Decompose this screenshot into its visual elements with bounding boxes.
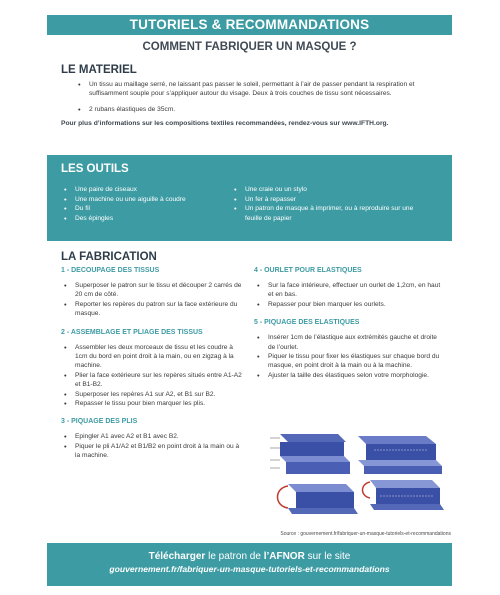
list-item: • Sur la face intérieure, effectuer un ourlet de 1,2cm, en haut et en bas. (254, 281, 446, 300)
elastic-illustration-2 (363, 480, 445, 510)
list-item: • Une craie ou un stylo (231, 185, 431, 195)
list-item: • Du fil (61, 204, 231, 214)
outils-list-right (231, 185, 431, 223)
elastic-illustration-1 (278, 484, 359, 514)
list-item: • Repasser le tissu pour bien marquer les plis. (61, 399, 243, 408)
fold-illustration-1 (270, 434, 350, 474)
step-block (61, 329, 243, 409)
download-link[interactable]: gouvernement.fr/fabriquer-un-masque-tutoriels-et-recommandations (109, 564, 390, 574)
step-title: 5 - PIQUAGE DES ELASTIQUES (254, 319, 360, 327)
list-item: • Insérer 1cm de l’élastique aux extrémités gauche et droite de l’ourlet. (254, 333, 446, 352)
fabrication-left-column (61, 267, 243, 471)
fabrication-heading: LA FABRICATION (61, 251, 157, 263)
fabrication-right-column (254, 267, 446, 390)
list-item: • Epingler A1 avec A2 et B1 avec B2. (61, 432, 243, 441)
step-title: 2 - ASSEMBLAGE ET PLIAGE DES TISSUS (61, 328, 203, 336)
list-item: • Superposer les repères A1 sur A2, et B1 sur B2. (61, 390, 243, 399)
list-item: • Un tissu au maillage serré, ne laissant pas passer le soleil, permettant à l’air de passer pendant la respiration et suffisamment souple pour s’appliquer autour du visage. Deux à trois couches de tissu sont nécessaires. (75, 80, 446, 99)
afnor-label: l’AFNOR (263, 551, 305, 562)
download-footer[interactable] (47, 543, 452, 586)
list-item: • Piquer le pli A1/A2 et B1/B2 en point droit à la main ou à la machine. (61, 442, 243, 461)
list-item: • Piquer le tissu pour fixer les élastiques sur chaque bord du masque, en point droit à la main ou à la machine. (254, 352, 446, 371)
download-line[interactable] (47, 551, 452, 562)
step-title: 1 - DECOUPAGE DES TISSUS (61, 267, 160, 274)
materiel-section (61, 64, 446, 127)
step-block (61, 418, 243, 460)
list-item: • Un patron de masque à imprimer, ou à reproduire sur une feuille de papier (231, 204, 431, 223)
list-item: • Un fer à repasser (231, 195, 431, 205)
list-item: • 2 rubans élastiques de 35cm. (75, 105, 446, 114)
source-note: Source : gouvernement.fr/fabriquer-un-masque-tutoriels-et-recommandations (280, 531, 451, 537)
title-banner: TUTORIELS & RECOMMANDATIONS (47, 15, 452, 35)
page-subtitle: COMMENT FABRIQUER UN MASQUE ? (142, 41, 357, 53)
step-title: 3 - PIQUAGE DES PLIS (61, 418, 138, 426)
list-item: • Une paire de ciseaux (61, 185, 231, 195)
list-item: • Des épingles (61, 214, 231, 224)
list-item: • Plier la face extérieure sur les repères situés entre A1-A2 et B1-B2. (61, 371, 243, 390)
fold-illustration-2 (358, 436, 442, 474)
list-item: • Assembler les deux morceaux de tissu et les coudre à 1cm du bord en point droit à la main, ou en zigzag à la machine. (61, 343, 243, 371)
list-item: • Repasser pour bien marquer les ourlets. (254, 300, 446, 309)
list-item: • Reporter les repères du patron sur la face extérieure du masque. (61, 300, 243, 319)
step-block (61, 267, 243, 319)
list-item: • Ajuster la taille des élastiques selon votre morphologie. (254, 371, 446, 380)
ifth-note: Pour plus d’informations sur les compositions textiles recommandées, rendez-vous sur www.IFTH.org. (61, 120, 389, 128)
download-word: Télécharger (148, 551, 206, 562)
download-text-end: sur le site (304, 551, 351, 562)
step-block (254, 319, 446, 380)
outils-list-left (61, 185, 231, 223)
materiel-list (75, 80, 446, 114)
materiel-heading: LE MATERIEL (61, 64, 137, 76)
download-text: le patron de (205, 551, 264, 562)
list-item: • Une machine ou une aiguille à coudre (61, 195, 231, 205)
outils-section (47, 155, 452, 241)
list-item: • Superposer le patron sur le tissu et découper 2 carrés de 20 cm de côté. (61, 281, 243, 300)
step-title: 4 - OURLET POUR ELASTIQUES (254, 267, 362, 274)
mask-folding-diagram (266, 422, 446, 532)
outils-heading: LES OUTILS (61, 163, 129, 175)
step-block (254, 267, 446, 309)
